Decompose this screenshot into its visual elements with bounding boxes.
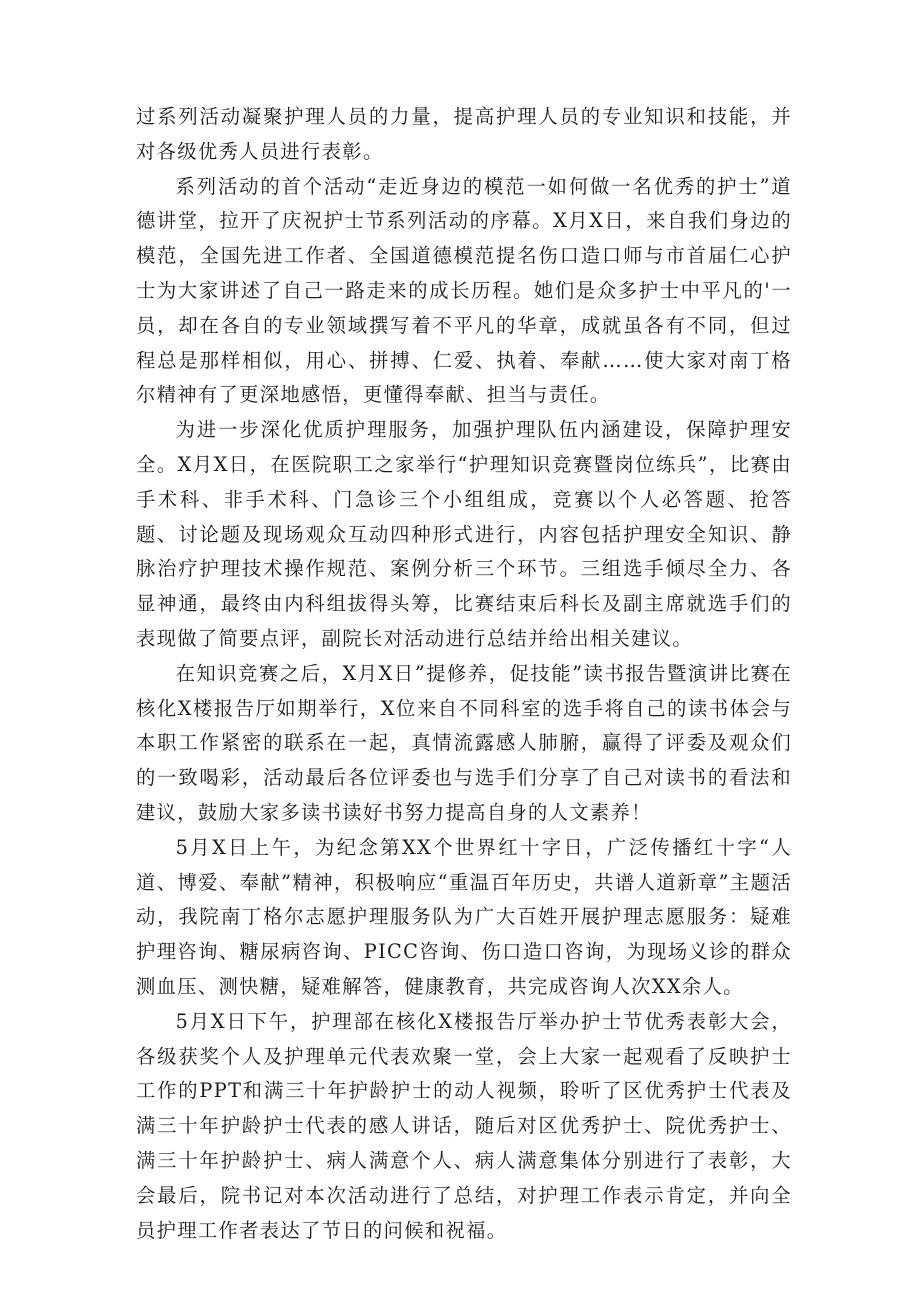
paragraph-reading-speech: 在知识竞赛之后，X月X日”提修养，促技能”读书报告暨演讲比赛在核化X楼报告厅如期举行，X位来自不同科室的选手将自己的读书体会与本职工作紧密的联系在一起，真情流露感人肺腑，赢得了评委及观众们的一致喝彩，活动最后各位评委也与选手们分享了自己对读书的看法和建议，鼓励大家多读书读好书努力提高自身的人文素养！ [136,661,792,824]
paragraph-red-cross-day: 5月X日上午，为纪念第XX个世界红十字日，广泛传播红十字“人道、博爱、奉献”精神，积极响应“重温百年历史，共谱人道新章”主题活动，我院南丁格尔志愿护理服务队为广大百姓开展护理志愿服务：疑难护理咨询、糖尿病咨询、PICC咨询、伤口造口咨询，为现场义诊的群众测血压、测快糖，疑难解答，健康教育，共完成咨询人次XX余人。 [136,835,792,998]
document-body [136,100,792,1248]
paragraph-knowledge-contest: 为进一步深化优质护理服务，加强护理队伍内涵建设，保障护理安全。X月X日，在医院职工之家举行“护理知识竞赛暨岗位练兵”，比赛由手术科、非手术科、门急诊三个小组组成，竞赛以个人必答题、抢答题、讨论题及现场观众互动四种形式进行，内容包括护理安全知识、静脉治疗护理技术操作规范、案例分析三个环节。三组选手倾尽全力、各显神通，最终由内科组拔得头筹，比赛结束后科长及副主席就选手们的表现做了简要点评，副院长对活动进行总结并给出相关建议。 [136,418,792,650]
paragraph-moral-lecture: 系列活动的首个活动“走近身边的模范一如何做一名优秀的护士”道德讲堂，拉开了庆祝护士节系列活动的序幕。X月X日，来自我们身边的模范，全国先进工作者、全国道德模范提名伤口造口师与市首届仁心护士为大家讲述了自己一路走来的成长历程。她们是众多护士中平凡的'一员，却在各自的专业领域撰写着不平凡的华章，成就虽各有不同，但过程总是那样相似，用心、拼搏、仁爱、执着、奉献……使大家对南丁格尔精神有了更深地感悟，更懂得奉献、担当与责任。 [136,174,792,407]
paragraph-awards-ceremony: 5月X日下午，护理部在核化X楼报告厅举办护士节优秀表彰大会，各级获奖个人及护理单元代表欢聚一堂，会上大家一起观看了反映护士工作的PPT和满三十年护龄护士的动人视频，聆听了区优秀护士代表及满三十年护龄护士代表的感人讲话，随后对区优秀护士、院优秀护士、满三十年护龄护士、病人满意个人、病人满意集体分别进行了表彰，大会最后，院书记对本次活动进行了总结，对护理工作表示肯定，并向全员护理工作者表达了节日的问候和祝福。 [136,1009,792,1242]
paragraph-continuation: 过系列活动凝聚护理人员的力量，提高护理人员的专业知识和技能，并对各级优秀人员进行表彰。 [136,105,792,163]
